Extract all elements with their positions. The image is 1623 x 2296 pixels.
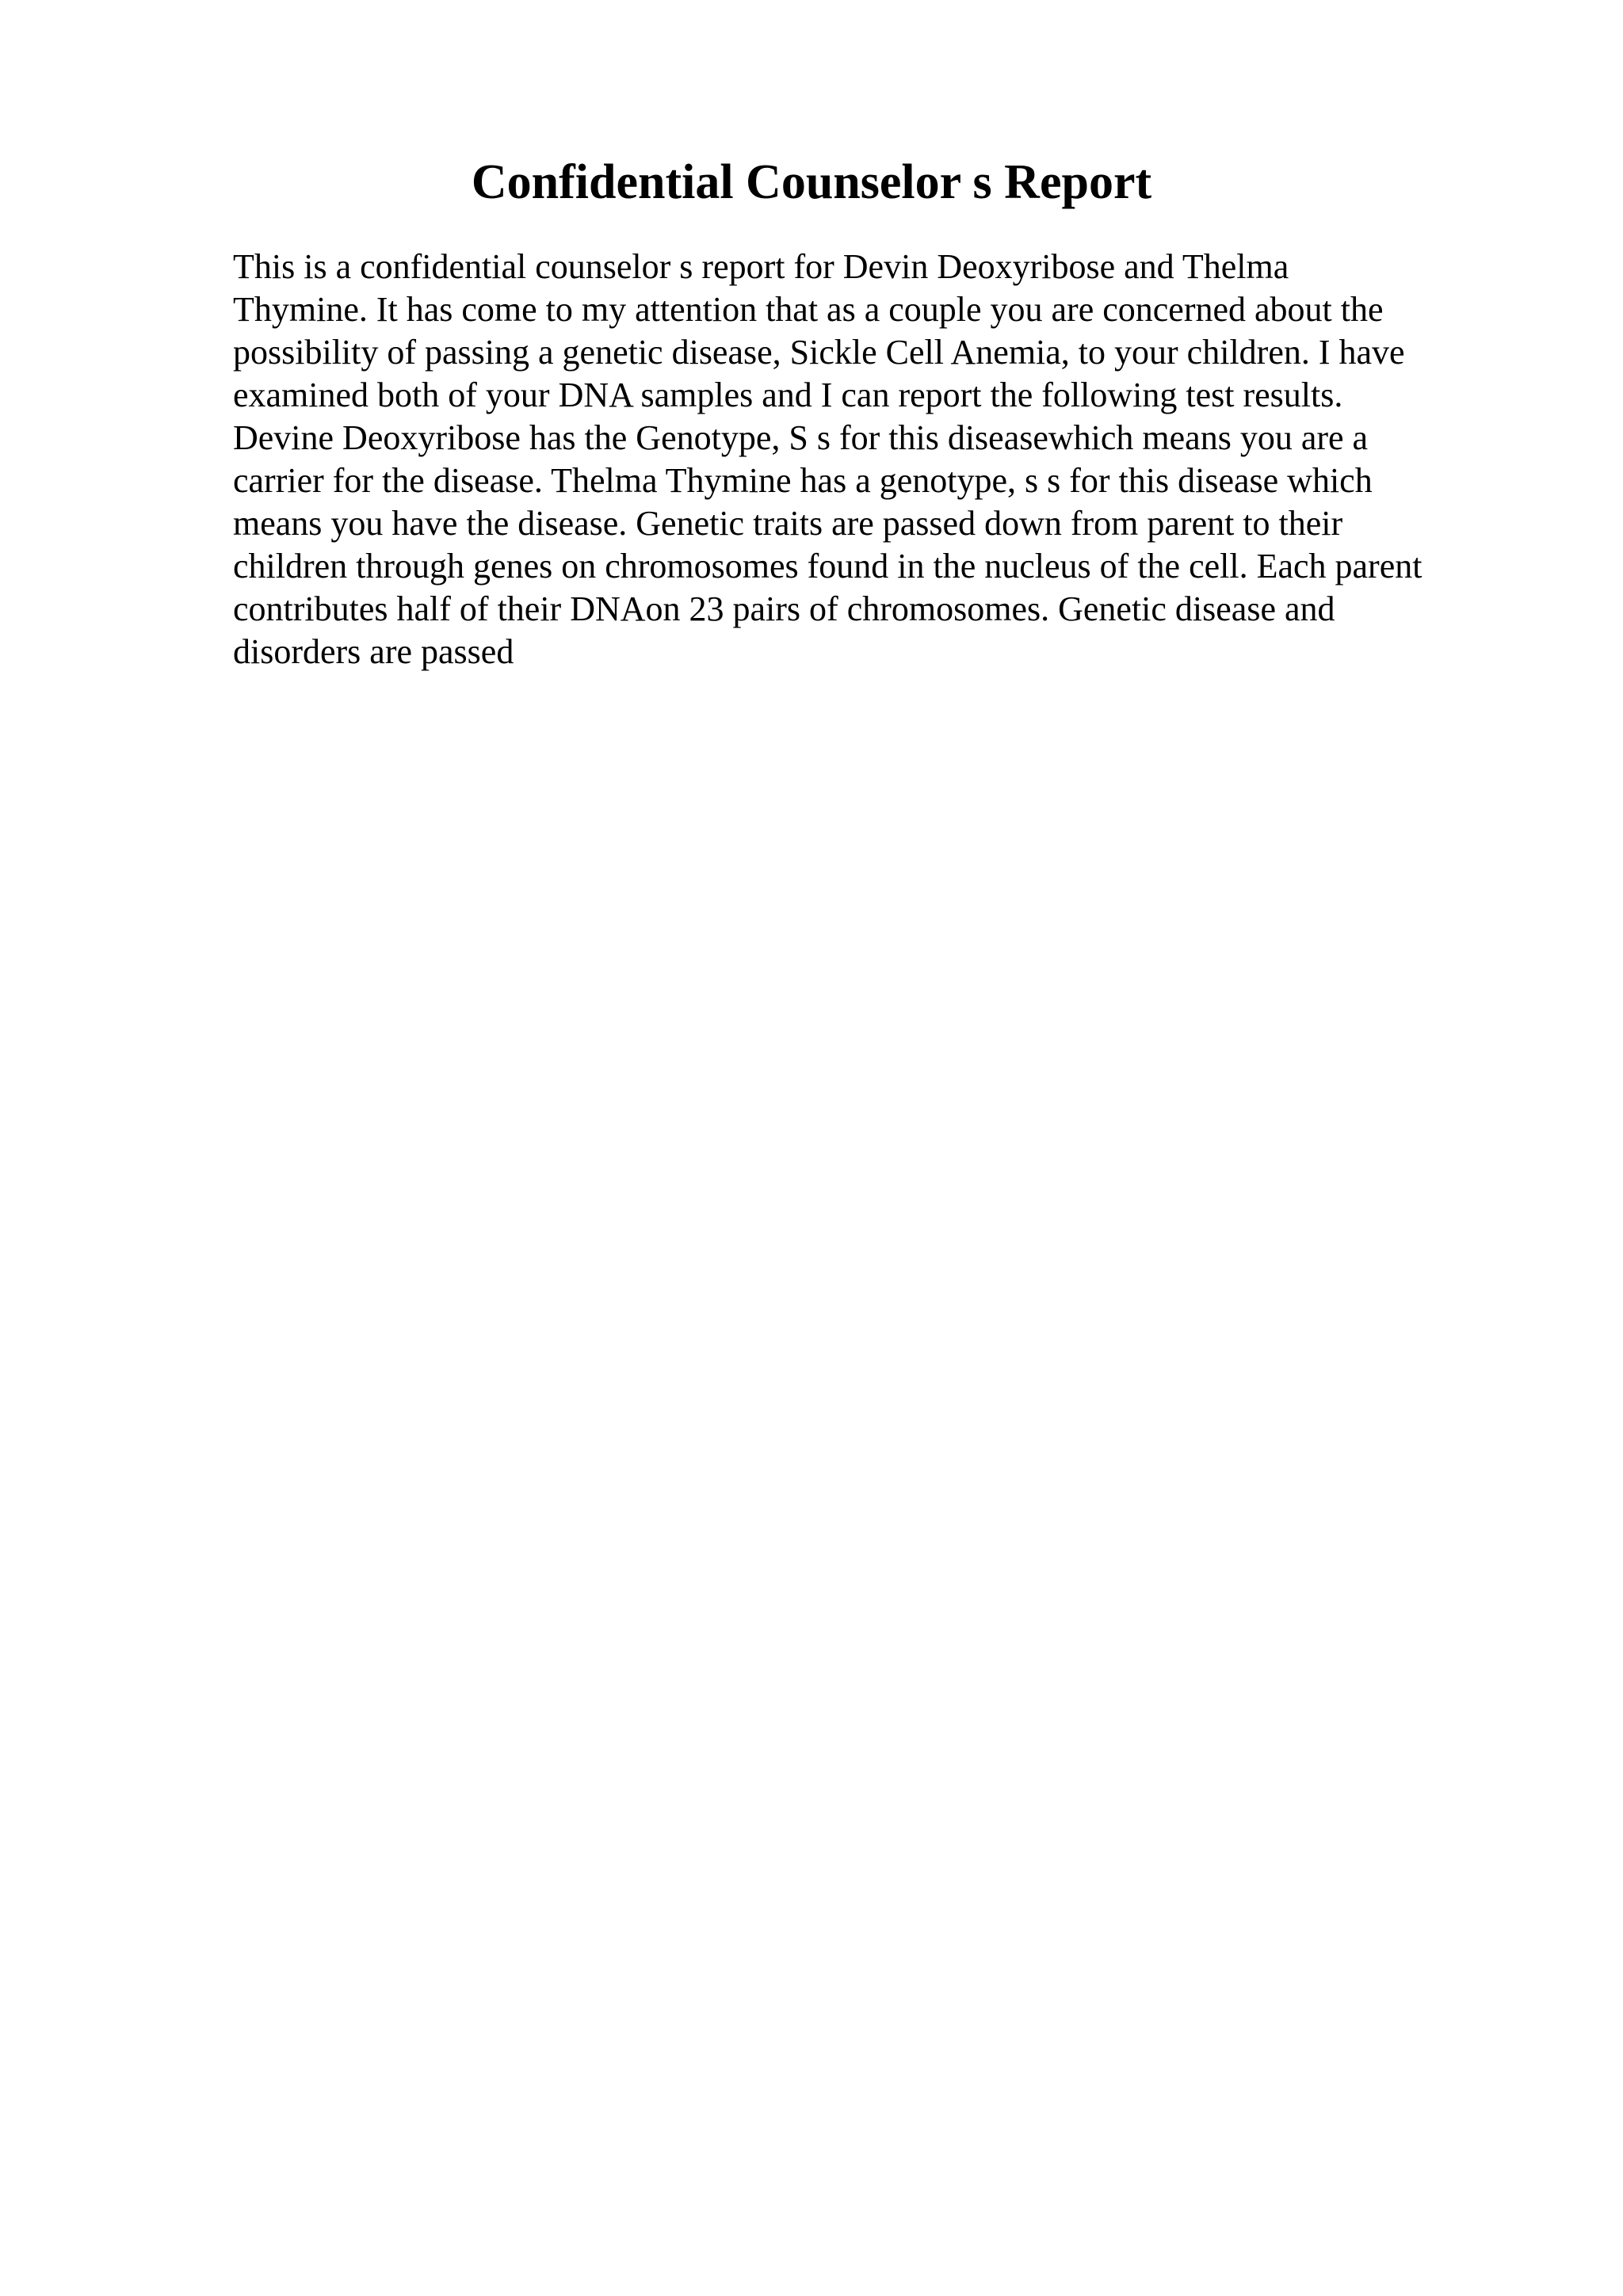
body-line: carrier for the disease. Thelma Thymine has a genotype, s s for this disease which (233, 461, 1373, 500)
body-line: contributes half of their DNAon 23 pairs of chromosomes. Genetic disease and (233, 589, 1335, 628)
body-line: examined both of your DNA samples and I can report the following test results. (233, 376, 1343, 414)
body-line: children through genes on chromosomes found in the nucleus of the cell. Each parent (233, 547, 1423, 585)
report-body (233, 246, 1517, 673)
body-line: Thymine. It has come to my attention that as a couple you are concerned about the (233, 290, 1384, 329)
body-line: Devine Deoxyribose has the Genotype, S s for this diseasewhich means you are a (233, 418, 1369, 457)
body-line: means you have the disease. Genetic traits are passed down from parent to their (233, 504, 1343, 543)
page-title: Confidential Counselor s Report (471, 155, 1152, 209)
body-line: disorders are passed (233, 632, 514, 671)
body-line: This is a confidential counselor s report for Devin Deoxyribose and Thelma (233, 247, 1289, 286)
body-line: possibility of passing a genetic disease, Sickle Cell Anemia, to your children. I have (233, 333, 1405, 372)
